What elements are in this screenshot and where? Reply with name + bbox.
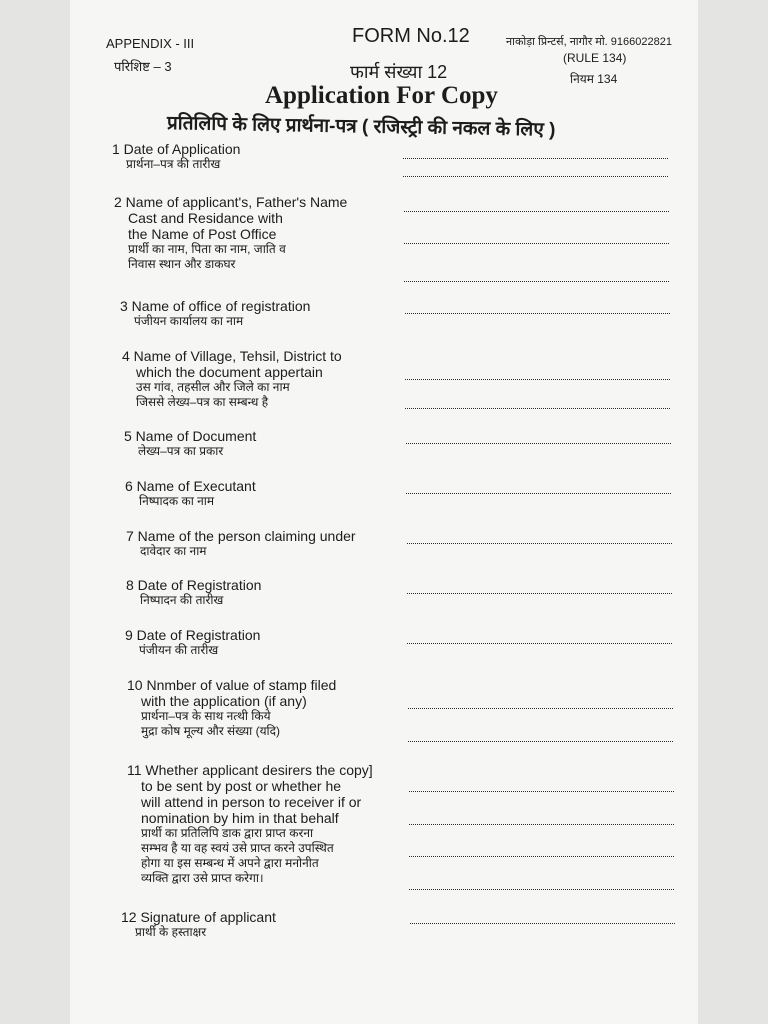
field-1-line-2[interactable] — [403, 176, 668, 177]
rule-label: (RULE 134) — [563, 51, 627, 65]
field-5-hindi: लेख्य–पत्र का प्रकार — [138, 444, 224, 458]
field-6-english: 6 Name of Executant — [125, 478, 256, 494]
field-1-hindi: प्रार्थना–पत्र की तारीख — [126, 157, 221, 171]
field-1-label — [112, 141, 240, 172]
field-3-line[interactable] — [405, 313, 670, 314]
field-2-english-2: Cast and Residance with — [128, 210, 283, 226]
form-number: FORM No.12 — [352, 25, 470, 47]
field-10-english-1: 10 Nnmber of value of stamp filed — [127, 677, 337, 693]
field-11-line-3[interactable] — [409, 856, 674, 857]
field-7-english: 7 Name of the person claiming under — [126, 528, 356, 544]
field-8-line[interactable] — [407, 593, 672, 594]
field-5-english: 5 Name of Document — [124, 428, 257, 444]
field-11-english-3: will attend in person to receiver if or — [141, 794, 362, 810]
field-4-english-1: 4 Name of Village, Tehsil, District to — [122, 348, 342, 364]
field-8-english: 8 Date of Registration — [126, 577, 262, 593]
form-title: Application For Copy — [265, 82, 498, 109]
field-3-label — [120, 298, 310, 329]
field-7-hindi: दावेदार का नाम — [140, 544, 207, 558]
field-4-hindi-1: उस गांव, तहसील और जिले का नाम — [136, 380, 290, 394]
field-5-label — [124, 428, 256, 459]
field-11-line-1[interactable] — [409, 791, 674, 792]
field-4-line-1[interactable] — [405, 379, 670, 380]
field-11-hindi-3: होगा या इस सम्बन्ध में अपने द्वारा मनोनीत — [141, 856, 319, 870]
signature-line[interactable] — [410, 923, 675, 924]
appendix-label-hindi: परिशिष्ट – 3 — [114, 59, 172, 74]
field-11-label — [127, 762, 373, 886]
field-11-hindi-4: व्यक्ति द्वारा उसे प्राप्त करेगा। — [141, 871, 264, 885]
field-3-hindi: पंजीयन कार्यालय का नाम — [134, 314, 244, 328]
form-number-hindi: फार्म संख्या 12 — [350, 62, 448, 82]
field-1-line[interactable] — [403, 158, 668, 159]
field-2-line-1[interactable] — [404, 211, 669, 212]
form-subtitle-hindi: प्रतिलिपि के लिए प्रार्थना-पत्र ( रजिस्ट्री की नकल के लिए ) — [166, 113, 556, 141]
field-7-label — [126, 528, 356, 559]
field-12-hindi: प्रार्थी के हस्ताक्षर — [135, 925, 207, 939]
field-8-hindi: निष्पादन की तारीख — [140, 593, 224, 607]
field-11-english-2: to be sent by post or whether he — [141, 778, 342, 794]
field-2-line-3[interactable] — [404, 281, 669, 282]
field-1-english: 1 Date of Application — [112, 141, 241, 157]
field-6-hindi: निष्पादक का नाम — [139, 494, 215, 508]
field-4-english-2: which the document appertain — [136, 364, 323, 380]
field-2-english-3: the Name of Post Office — [128, 226, 277, 242]
field-10-line-1[interactable] — [408, 708, 673, 709]
field-10-hindi-1: प्रार्थना–पत्र के साथ नत्थी किये — [141, 709, 271, 723]
field-7-line[interactable] — [407, 543, 672, 544]
field-5-line[interactable] — [406, 443, 671, 444]
field-11-hindi-2: सम्भव है या वह स्वयं उसे प्राप्त करने उपस्थित — [141, 841, 334, 855]
field-9-english: 9 Date of Registration — [125, 627, 261, 643]
field-12-english: 12 Signature of applicant — [121, 909, 276, 925]
field-2-english-1: 2 Name of applicant's, Father's Name — [114, 194, 348, 210]
field-4-line-2[interactable] — [405, 408, 670, 409]
field-2-label — [114, 194, 347, 272]
field-11-line-4[interactable] — [409, 889, 674, 890]
field-6-line[interactable] — [406, 493, 671, 494]
field-2-line-2[interactable] — [404, 243, 669, 244]
field-10-english-2: with the application (if any) — [141, 693, 307, 709]
field-11-english-1: 11 Whether applicant desirers the copy] — [127, 762, 373, 778]
field-11-line-2[interactable] — [409, 824, 674, 825]
field-4-hindi-2: जिससे लेख्य–पत्र का सम्बन्ध है — [136, 395, 269, 409]
field-2-hindi-1: प्रार्थी का नाम, पिता का नाम, जाति व — [128, 242, 286, 256]
field-11-hindi-1: प्रार्थी का प्रतिलिपि डाक द्वारा प्राप्त करना — [141, 826, 314, 840]
field-10-line-2[interactable] — [408, 741, 673, 742]
field-10-hindi-2: मुद्रा कोष मूल्य और संख्या (यदि) — [141, 724, 281, 738]
field-10-label — [127, 677, 336, 739]
field-9-label — [125, 627, 260, 658]
field-2-hindi-2: निवास स्थान और डाकघर — [128, 257, 236, 271]
field-12-label — [121, 909, 276, 940]
field-4-label — [122, 348, 342, 410]
field-3-english: 3 Name of office of registration — [120, 298, 311, 314]
field-11-english-4: nomination by him in that behalf — [141, 810, 339, 826]
field-8-label — [126, 577, 261, 608]
appendix-label: APPENDIX - III — [106, 36, 195, 51]
field-9-hindi: पंजीयन की तारीख — [139, 643, 219, 657]
field-6-label — [125, 478, 256, 509]
field-9-line[interactable] — [407, 643, 672, 644]
printer-credit: नाकोड़ा प्रिन्टर्स, नागौर मो. 9166022821 — [506, 36, 672, 48]
rule-label-hindi: नियम 134 — [570, 72, 618, 86]
